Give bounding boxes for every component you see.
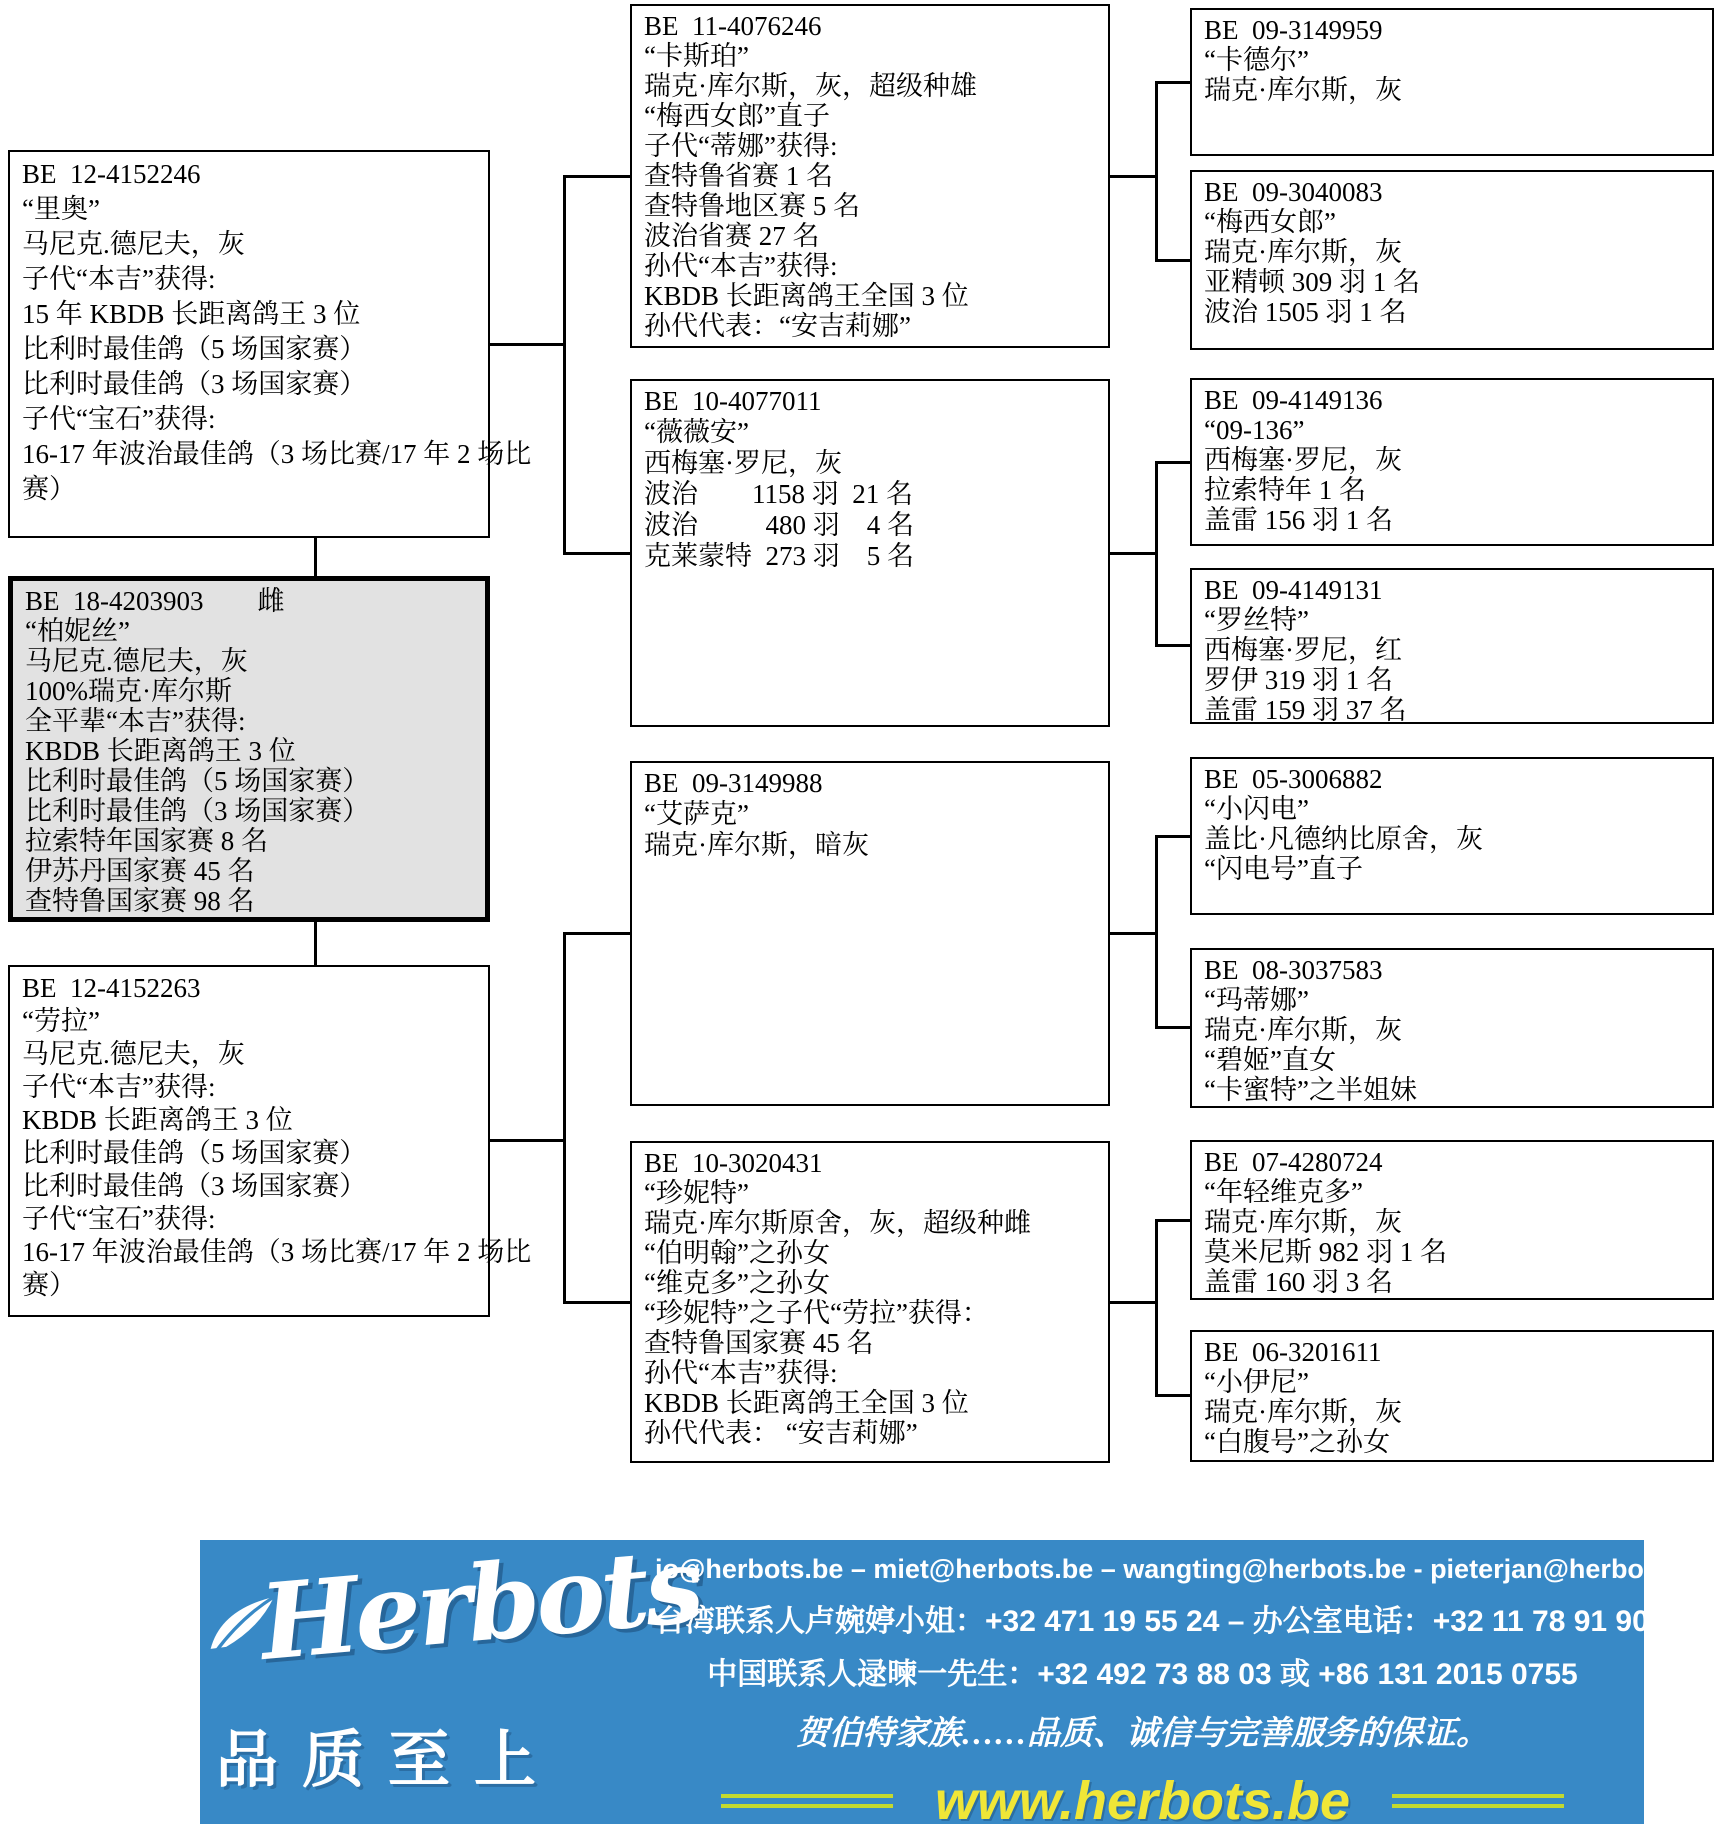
connector-line [563, 932, 566, 1304]
pedigree-text-line: KBDB 长距离鸽王 3 位 [22, 1105, 293, 1135]
pedigree-text-line: “白腹号”之孙女 [1204, 1427, 1390, 1457]
pedigree-box-granddam-paternal [630, 379, 1110, 727]
pedigree-text-line: “薇薇安” [644, 417, 749, 447]
pedigree-box-ggp-3 [1190, 378, 1714, 546]
pedigree-text-line: 100%瑞克·库尔斯 [25, 676, 232, 706]
pedigree-text-line: 子代“本吉”获得: [22, 1072, 216, 1102]
connector-line [314, 538, 317, 576]
connector-line [1155, 1219, 1190, 1222]
connector-line [1110, 175, 1158, 178]
pedigree-text-line: 瑞克·库尔斯，灰 [1204, 1207, 1402, 1237]
pedigree-text-line: 孙代代表：“安吉莉娜” [644, 311, 911, 341]
pedigree-box-ggp-6 [1190, 948, 1714, 1108]
connector-line [1110, 552, 1158, 555]
connector-line [1155, 835, 1158, 1029]
connector-line [1110, 1301, 1158, 1304]
pedigree-text-line: 拉索特年 1 名 [1204, 475, 1366, 505]
pedigree-text-line: “年轻维克多” [1204, 1177, 1363, 1207]
pedigree-text-line: “劳拉” [22, 1006, 100, 1036]
pedigree-text-line: 马尼克.德尼夫，灰 [22, 1039, 245, 1069]
pedigree-text-line: 瑞克·库尔斯，灰 [1204, 1397, 1402, 1427]
connector-line [314, 922, 317, 965]
pedigree-text-line: 瑞克·库尔斯，灰 [1204, 237, 1402, 267]
pedigree-text-line: KBDB 长距离鸽王全国 3 位 [644, 1388, 969, 1418]
connector-line [563, 1301, 630, 1304]
pedigree-text-line: 查特鲁国家赛 45 名 [644, 1328, 874, 1358]
pedigree-text-line: 克莱蒙特 273 羽 5 名 [644, 541, 914, 571]
pedigree-text-line: “罗丝特” [1204, 605, 1309, 635]
pedigree-text-line: BE 11-4076246 [644, 11, 822, 41]
herbots-banner [200, 1523, 1707, 1828]
pedigree-text-line: 查特鲁省赛 1 名 [644, 161, 833, 191]
quality-tagline: 品质至上 [216, 1727, 561, 1795]
connector-line [1155, 1026, 1190, 1029]
pedigree-box-ggp-1 [1190, 8, 1714, 156]
pedigree-text-line: 盖雷 160 羽 3 名 [1204, 1267, 1393, 1297]
pedigree-text-line: “里奥” [22, 194, 100, 224]
pedigree-box-grandsire-paternal [630, 4, 1110, 348]
pedigree-box-sire [8, 150, 532, 538]
pedigree-text-line: 亚精顿 309 羽 1 名 [1204, 267, 1420, 297]
pedigree-text-line: 波治 480 羽 4 名 [644, 510, 914, 540]
pedigree-text-line: 赛） [22, 1270, 76, 1300]
pedigree-text-line: 伊苏丹国家赛 45 名 [25, 856, 255, 886]
pedigree-text-line: 比利时最佳鸽（3 场国家赛） [22, 1171, 367, 1201]
pedigree-text-line: KBDB 长距离鸽王全国 3 位 [644, 281, 969, 311]
pedigree-text-line: “珍妮特” [644, 1178, 749, 1208]
pedigree-text-line: 全平辈“本吉”获得: [25, 706, 246, 736]
pedigree-text-line: 瑞克·库尔斯，暗灰 [644, 830, 869, 860]
pedigree-text-line: 子代“蒂娜”获得: [644, 131, 838, 161]
pedigree-text-line: 子代“宝石”获得: [22, 404, 216, 434]
pedigree-box-subject [8, 576, 490, 922]
connector-line [1155, 81, 1158, 262]
double-rule-right [1392, 1794, 1564, 1808]
connector-line [490, 343, 563, 346]
pedigree-text-line: “玛蒂娜” [1204, 985, 1309, 1015]
connector-line [1110, 932, 1158, 935]
pedigree-text-line: “碧姬”直女 [1204, 1045, 1336, 1075]
pedigree-text-line: BE 07-4280724 [1204, 1147, 1383, 1177]
pedigree-text-line: “柏妮丝” [25, 616, 130, 646]
connector-line [1155, 1219, 1158, 1397]
pedigree-text-line: BE 09-3149959 [1204, 15, 1383, 45]
pedigree-box-ggp-5 [1190, 757, 1714, 915]
pedigree-text-line: 16-17 年波治最佳鸽（3 场比赛/17 年 2 场比 [22, 439, 532, 469]
contact-taiwan: 台湾联系人卢婉婷小姐：+32 471 19 55 24 – 办公室电话：+32 11 78 91 90 [655, 1605, 1649, 1638]
connector-line [490, 1139, 563, 1142]
banner-contact-block [655, 1554, 1707, 1828]
banner-emails: jo@herbots.be – miet@herbots.be – wangting@herbots.be - pieterjan@herbots.be [655, 1554, 1707, 1584]
pedigree-text-line: 盖雷 159 羽 37 名 [1204, 695, 1407, 725]
pedigree-text-line: 查特鲁地区赛 5 名 [644, 191, 860, 221]
pedigree-text-line: BE 12-4152246 [22, 159, 201, 189]
pedigree-text-line: 15 年 KBDB 长距离鸽王 3 位 [22, 299, 361, 329]
connector-line [1155, 461, 1190, 464]
pedigree-text-line: “维克多”之孙女 [644, 1268, 830, 1298]
connector-line [1155, 259, 1190, 262]
pedigree-text-line: “梅西女郎”直子 [644, 101, 830, 131]
pedigree-text-line: BE 05-3006882 [1204, 764, 1383, 794]
pedigree-text-line: 瑞克·库尔斯，灰 [1204, 75, 1402, 105]
pedigree-text-line: BE 18-4203903 雌 [25, 586, 285, 616]
pedigree-text-line: “伯明翰”之孙女 [644, 1238, 830, 1268]
pedigree-text-line: 莫米尼斯 982 羽 1 名 [1204, 1237, 1447, 1267]
pedigree-text-line: 瑞克·库尔斯原舍，灰，超级种雌 [644, 1208, 1031, 1238]
pedigree-text-line: BE 06-3201611 [1204, 1337, 1382, 1367]
pedigree-text-line: 孙代“本吉”获得: [644, 251, 838, 281]
website-link: www.herbots.be [934, 1771, 1351, 1828]
connector-line [563, 175, 630, 178]
pedigree-text-line: BE 09-3149988 [644, 768, 823, 798]
pedigree-text-line: “小伊尼” [1204, 1367, 1309, 1397]
pedigree-text-line: 子代“本吉”获得: [22, 264, 216, 294]
pedigree-text-line: “卡斯珀” [644, 41, 749, 71]
pedigree-text-line: 拉索特年国家赛 8 名 [25, 826, 268, 856]
pedigree-text-line: BE 09-3040083 [1204, 177, 1383, 207]
pedigree-text-line: “卡德尔” [1204, 45, 1309, 75]
pedigree-text-line: 波治 1158 羽 21 名 [644, 479, 913, 509]
pedigree-text-line: BE 08-3037583 [1204, 955, 1383, 985]
pedigree-text-line: “闪电号”直子 [1204, 854, 1363, 884]
pedigree-text-line: 波治 1505 羽 1 名 [1204, 297, 1407, 327]
pedigree-text-line: BE 10-3020431 [644, 1148, 823, 1178]
connector-line [1155, 644, 1190, 647]
family-slogan: 贺伯特家族……品质、诚信与完善服务的保证。 [796, 1716, 1489, 1752]
pedigree-text-line: 比利时最佳鸽（3 场国家赛） [25, 796, 370, 826]
pedigree-text-line: “卡蜜特”之半姐妹 [1204, 1075, 1417, 1105]
pedigree-text-line: 波治省赛 27 名 [644, 221, 820, 251]
pedigree-text-line: 马尼克.德尼夫，灰 [25, 646, 248, 676]
pedigree-text-line: BE 12-4152263 [22, 973, 201, 1003]
pedigree-text-line: “09-136” [1204, 415, 1305, 445]
pedigree-text-line: 马尼克.德尼夫，灰 [22, 229, 245, 259]
pedigree-text-line: “珍妮特”之子代“劳拉”获得： [644, 1298, 989, 1328]
pedigree-text-line: 西梅塞·罗尼，灰 [644, 448, 842, 478]
connector-line [1155, 835, 1190, 838]
double-rule-left [721, 1794, 893, 1808]
pedigree-text-line: “小闪电” [1204, 794, 1309, 824]
pedigree-box-dam [8, 965, 532, 1317]
pedigree-box-granddam-maternal [630, 1141, 1110, 1463]
pedigree-text-line: BE 09-4149136 [1204, 385, 1383, 415]
pedigree-text-line: BE 09-4149131 [1204, 575, 1383, 605]
connector-line [1155, 461, 1158, 647]
herbots-logo: Herbots [255, 1523, 705, 1684]
pedigree-box-ggp-2 [1190, 170, 1714, 350]
pedigree-text-line: 孙代“本吉”获得: [644, 1358, 838, 1388]
connector-line [563, 175, 566, 555]
pedigree-text-line: 西梅塞·罗尼，红 [1204, 635, 1402, 665]
connector-line [563, 552, 630, 555]
pedigree-text-line: 子代“宝石”获得: [22, 1204, 216, 1234]
pedigree-box-ggp-8 [1190, 1330, 1714, 1462]
pedigree-text-line: “梅西女郎” [1204, 207, 1336, 237]
pedigree-text-line: 比利时最佳鸽（5 场国家赛） [22, 1138, 367, 1168]
connector-line [1155, 81, 1190, 84]
pedigree-text-line: 16-17 年波治最佳鸽（3 场比赛/17 年 2 场比 [22, 1237, 532, 1267]
connector-line [563, 932, 630, 935]
pedigree-text-line: 比利时最佳鸽（5 场国家赛） [25, 766, 370, 796]
pedigree-text-line: BE 10-4077011 [644, 386, 822, 416]
pedigree-text-line: 盖比·凡德纳比原舍，灰 [1204, 824, 1483, 854]
pedigree-box-grandsire-maternal [630, 761, 1110, 1106]
pedigree-text-line: 比利时最佳鸽（3 场国家赛） [22, 369, 367, 399]
pedigree-text-line: “艾萨克” [644, 799, 749, 829]
pedigree-box-ggp-4 [1190, 568, 1714, 724]
connector-line [1155, 1394, 1190, 1397]
pedigree-text-line: 赛） [22, 474, 76, 504]
pedigree-text-line: 瑞克·库尔斯，灰 [1204, 1015, 1402, 1045]
pedigree-text-line: 西梅塞·罗尼，灰 [1204, 445, 1402, 475]
contact-china: 中国联系人逯暕一先生：+32 492 73 88 03 或 +86 131 2015 0755 [707, 1658, 1578, 1691]
pedigree-text-line: 瑞克·库尔斯，灰，超级种雄 [644, 71, 977, 101]
pedigree-text-line: 比利时最佳鸽（5 场国家赛） [22, 334, 367, 364]
website-row [655, 1770, 1630, 1828]
pedigree-text-line: 罗伊 319 羽 1 名 [1204, 665, 1393, 695]
pedigree-text-line: 孙代代表： “安吉莉娜” [644, 1418, 918, 1448]
pedigree-box-ggp-7 [1190, 1140, 1714, 1300]
pedigree-text-line: 查特鲁国家赛 98 名 [25, 886, 255, 916]
pedigree-text-line: KBDB 长距离鸽王 3 位 [25, 736, 296, 766]
pedigree-text-line: 盖雷 156 羽 1 名 [1204, 505, 1393, 535]
